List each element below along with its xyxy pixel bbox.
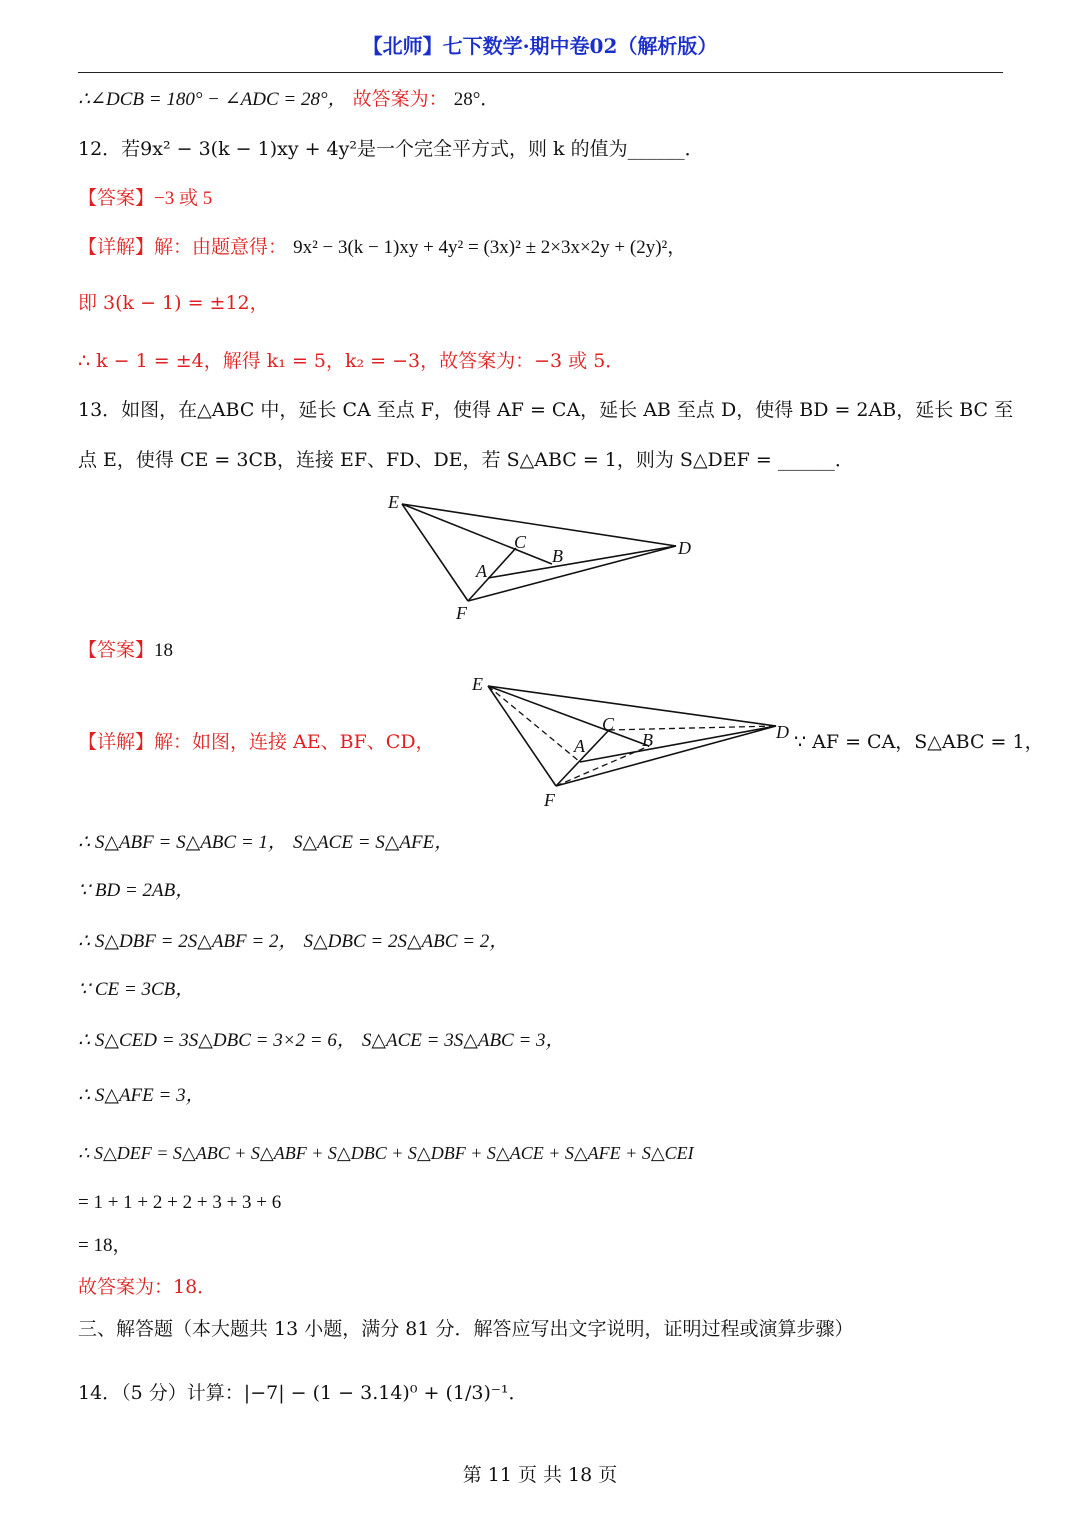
detail-13-intro: 【详解】解：如图，连接 AE、BF、CD，	[78, 731, 435, 753]
step-10-answer: 故答案为：18．	[78, 1276, 217, 1298]
step-3-second: S△DBC = 2S△ABC = 2，	[303, 931, 509, 952]
answer-tag: 【答案】	[78, 187, 155, 209]
step-3	[78, 928, 508, 955]
step-1	[78, 829, 453, 856]
edge-FD	[556, 726, 776, 786]
detail-tag: 【详解】解：由题意得：	[78, 236, 288, 258]
edge-EF	[488, 686, 556, 786]
detail-12-line2: 即 3(k − 1) = ±12，	[78, 292, 269, 314]
label-F: F	[456, 603, 467, 623]
step-7: ∴ S△DEF = S△ABC + S△ABF + S△DBC + S△DBF + S△ACE + S△AFE + S△CEI	[78, 1143, 694, 1163]
step-8: = 1 + 1 + 2 + 2 + 3 + 3 + 6	[78, 1192, 282, 1213]
edge-EF	[402, 504, 468, 601]
edge-ED	[402, 504, 676, 546]
answer-value: 28°．	[453, 89, 500, 110]
edge-EB	[488, 686, 649, 746]
page-footer: 第 11 页 共 18 页	[462, 1464, 618, 1486]
figure-triangle-1	[380, 488, 710, 624]
detail-13-given: ∵ AF = CA，S△ABC = 1，	[794, 731, 1044, 753]
edge-FD	[468, 546, 676, 601]
label-A: A	[574, 736, 585, 756]
angle-statement: ∴∠DCB = 180° − ∠ADC = 28°，	[78, 89, 347, 110]
answer-tag: 【答案】	[78, 639, 155, 661]
step-9: = 18，	[78, 1235, 132, 1256]
step-1-main: ∴ S△ABF = S△ABC = 1，	[78, 832, 287, 853]
edge-EB	[402, 504, 552, 564]
edge-ED	[488, 686, 776, 726]
answer-label: 故答案为：	[352, 88, 448, 110]
label-B: B	[642, 730, 653, 750]
step-4: ∵ CE = 3CB，	[78, 979, 195, 1000]
page-header-title: 【北师】七下数学·期中卷02（解析版）	[362, 34, 718, 58]
step-3-main: ∴ S△DBF = 2S△ABF = 2，	[78, 931, 298, 952]
step-5-main: ∴ S△CED = 3S△DBC = 3×2 = 6，	[78, 1030, 356, 1051]
detail-12-line3: ∴ k − 1 = ±4，解得 k₁ = 5，k₂ = −3，故答案为：−3 或 5．	[78, 350, 625, 372]
answer-11-line	[78, 86, 499, 113]
answer-value: −3 或 5	[154, 188, 213, 209]
question-14: 14．（5 分）计算：|−7| − (1 − 3.14)⁰ + (1/3)⁻¹．	[78, 1382, 528, 1404]
step-5	[78, 1027, 565, 1054]
answer-value: 18	[154, 640, 174, 661]
label-B: B	[552, 546, 563, 566]
step-2: ∵ BD = 2AB，	[78, 880, 195, 901]
step-1-second: S△ACE = S△AFE，	[292, 832, 454, 853]
question-13-line1: 13．如图，在△ABC 中，延长 CA 至点 F，使得 AF = CA，延长 AB 至点 D，使得 BD = 2AB，延长 BC 至	[78, 399, 1014, 421]
step-5-second: S△ACE = 3S△ABC = 3，	[361, 1030, 565, 1051]
answer-13	[78, 637, 173, 664]
dashed-CD	[609, 726, 776, 730]
detail-expression: 9x² − 3(k − 1)xy + 4y² = (3x)² ± 2×3x×2y + (2y)²，	[293, 237, 687, 258]
label-C: C	[602, 714, 615, 734]
label-C: C	[514, 532, 527, 552]
label-D: D	[678, 538, 691, 558]
label-F: F	[544, 790, 555, 810]
label-D: D	[776, 722, 789, 742]
detail-12-line1	[78, 234, 686, 261]
label-E: E	[472, 674, 483, 694]
question-13-line2: 点 E，使得 CE = 3CB，连接 EF、FD、DE，若 S△ABC = 1，则为 S△DEF = ______．	[78, 449, 854, 471]
section-3-heading: 三、解答题（本大题共 13 小题，满分 81 分．解答应写出文字说明，证明过程或演算步骤）	[78, 1318, 854, 1340]
label-E: E	[388, 492, 399, 512]
step-6: ∴ S△AFE = 3，	[78, 1085, 205, 1106]
figure-triangle-2	[466, 670, 800, 812]
header-rule	[78, 72, 1003, 73]
answer-12	[78, 185, 212, 212]
label-A: A	[476, 561, 487, 581]
question-12: 12．若9x² − 3(k − 1)xy + 4y²是一个完全平方式，则 k 的值为______．	[78, 138, 704, 160]
